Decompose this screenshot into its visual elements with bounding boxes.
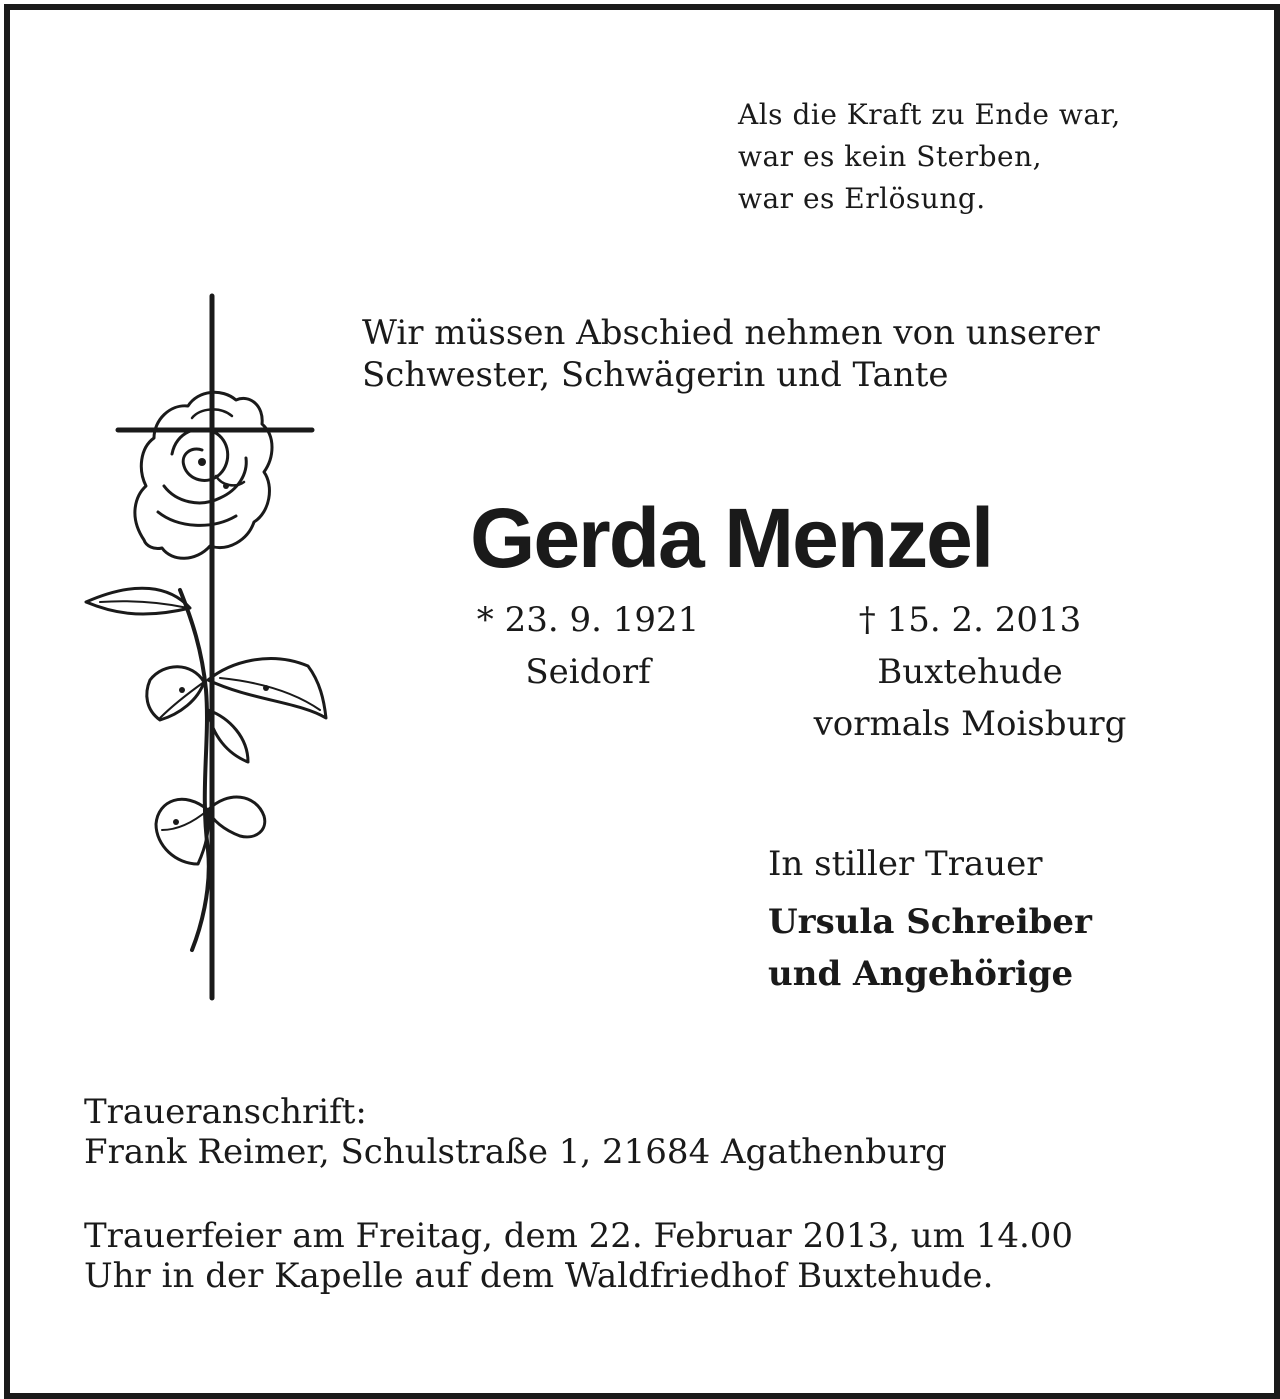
address-value: Frank Reimer, Schulstraße 1, 21684 Agathenburg [84,1132,947,1172]
birth-place: Seidorf [525,652,651,692]
mourning-address [84,1092,947,1172]
address-label: Traueranschrift: [84,1092,367,1132]
intro-line: Wir müssen Abschied nehmen von unserer [362,313,1100,353]
intro-text [362,312,1100,396]
death-place-former: vormals Moisburg [813,704,1127,744]
service-line: Trauerfeier am Freitag, dem 22. Februar 2013, um 14.00 [84,1216,1074,1256]
service-line: Uhr in der Kapelle auf dem Waldfriedhof Buxtehude. [84,1256,994,1296]
signer-line: und Angehörige [768,954,1074,994]
birth-date: * 23. 9. 1921 [476,600,700,640]
signers [768,896,1092,1000]
death-date: † 15. 2. 2013 [858,600,1082,640]
death-place: Buxtehude [877,652,1063,692]
birth-info [468,594,708,698]
cross-with-rose-icon [80,290,330,1005]
mourning-label: In stiller Trauer [768,844,1043,884]
epigraph-line: war es kein Sterben, [738,140,1043,173]
deceased-name: Gerda Menzel [470,491,993,585]
death-info [792,594,1148,750]
epigraph-line: Als die Kraft zu Ende war, [738,98,1121,131]
intro-line: Schwester, Schwägerin und Tante [362,355,949,395]
funeral-service-info [84,1216,1073,1296]
epigraph-line: war es Erlösung. [738,182,986,215]
signer-line: Ursula Schreiber [768,902,1092,942]
epigraph [738,94,1121,220]
